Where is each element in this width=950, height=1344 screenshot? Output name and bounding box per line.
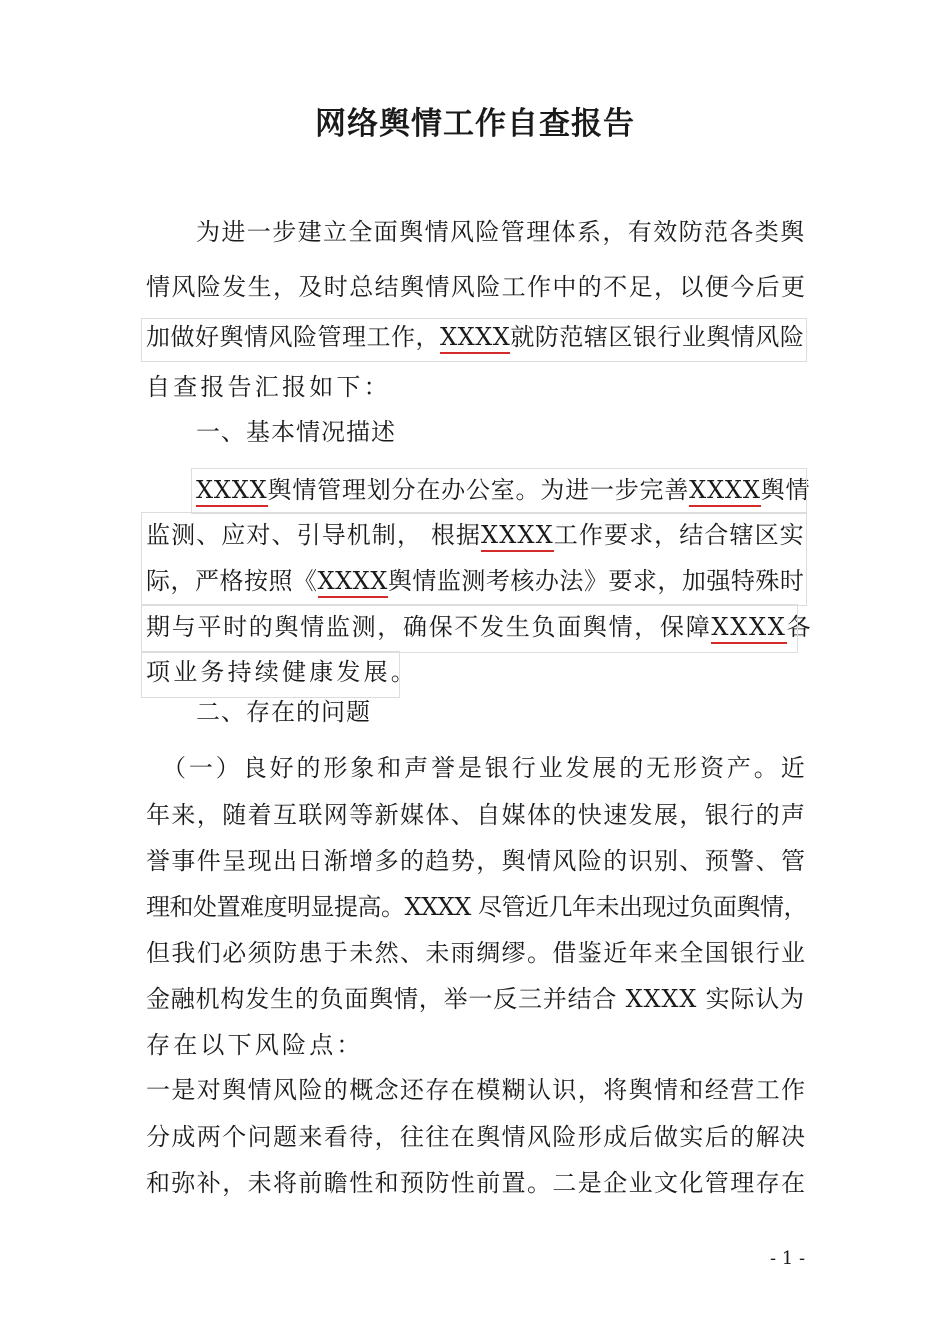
section-1-line-4-text-a: 期与平时的舆情监测，确保不发生负面舆情，保障 [146, 613, 712, 641]
section-2-line: 誉事件呈现出日渐增多的趋势，舆情风险的识别、预警、管 [146, 847, 807, 875]
section-1-line-3-text-b: 舆情监测考核办法》要求，加强特殊时 [387, 567, 805, 595]
section-2-heading: 二、存在的问题 [196, 698, 371, 726]
section-2-line: 和弥补，未将前瞻性和预防性前置。二是企业文化管理存在 [146, 1169, 807, 1197]
section-1-line-2-text-b: 工作要求，结合辖区实 [553, 521, 805, 549]
section-1-line-1 [196, 475, 810, 505]
intro-line-3-text-a: 加做好舆情风险管理工作， [146, 323, 440, 351]
placeholder-xxxx: XXXX [440, 323, 510, 354]
intro-line-2: 情风险发生，及时总结舆情风险工作中的不足，以便今后更 [146, 273, 807, 301]
section-1-line-1-text-b: 舆情 [760, 476, 811, 504]
placeholder-xxxx: XXXX [481, 521, 554, 552]
placeholder-xxxx: XXXX [711, 613, 786, 644]
section-1-line-4 [146, 612, 812, 642]
section-1-line-3 [146, 566, 804, 596]
placeholder-xxxx: XXXX [196, 476, 268, 507]
section-2-line: 金融机构发生的负面舆情，举一反三并结合 XXXX 实际认为 [146, 985, 805, 1013]
section-1-line-3-text-a: 际，严格按照《 [146, 567, 318, 595]
intro-line-1: 为进一步建立全面舆情风险管理体系，有效防范各类舆 [196, 218, 806, 246]
intro-line-3 [146, 322, 804, 352]
placeholder-xxxx: XXXX [318, 567, 388, 598]
section-1-line-4-text-b: 各 [786, 613, 813, 641]
page-number: - 1 - [770, 1248, 806, 1269]
intro-line-3-text-b: 就防范辖区银行业舆情风险 [510, 323, 805, 351]
section-1-line-1-text-a: 舆情管理划分在办公室。为进一步完善 [267, 476, 690, 504]
section-2-line: 年来，随着互联网等新媒体、自媒体的快速发展，银行的声 [146, 801, 807, 829]
section-1-line-2-text-a: 监测、应对、引导机制， 根据 [146, 521, 482, 549]
section-2-line: 分成两个问题来看待，往往在舆情风险形成后做实后的解决 [146, 1123, 807, 1151]
section-1-line-2 [146, 520, 805, 550]
section-2-line: 存在以下风险点： [146, 1031, 364, 1059]
section-2-line: （一）良好的形象和声誉是银行业发展的无形资产。近 [162, 754, 808, 782]
intro-line-4: 自查报告汇报如下： [146, 373, 391, 401]
placeholder-xxxx: XXXX [689, 476, 761, 507]
section-2-line: 但我们必须防患于未然、未雨绸缪。借鉴近年来全国银行业 [146, 939, 807, 967]
section-2-line: 理和处置难度明显提高。XXXX 尽管近几年未出现过负面舆情， [146, 893, 807, 921]
section-1-line-5: 项业务持续健康发展。 [146, 658, 418, 686]
section-2-line: 一是对舆情风险的概念还存在模糊认识，将舆情和经营工作 [146, 1076, 807, 1104]
document-title: 网络舆情工作自查报告 [315, 106, 635, 142]
section-1-heading: 一、基本情况描述 [196, 418, 396, 446]
